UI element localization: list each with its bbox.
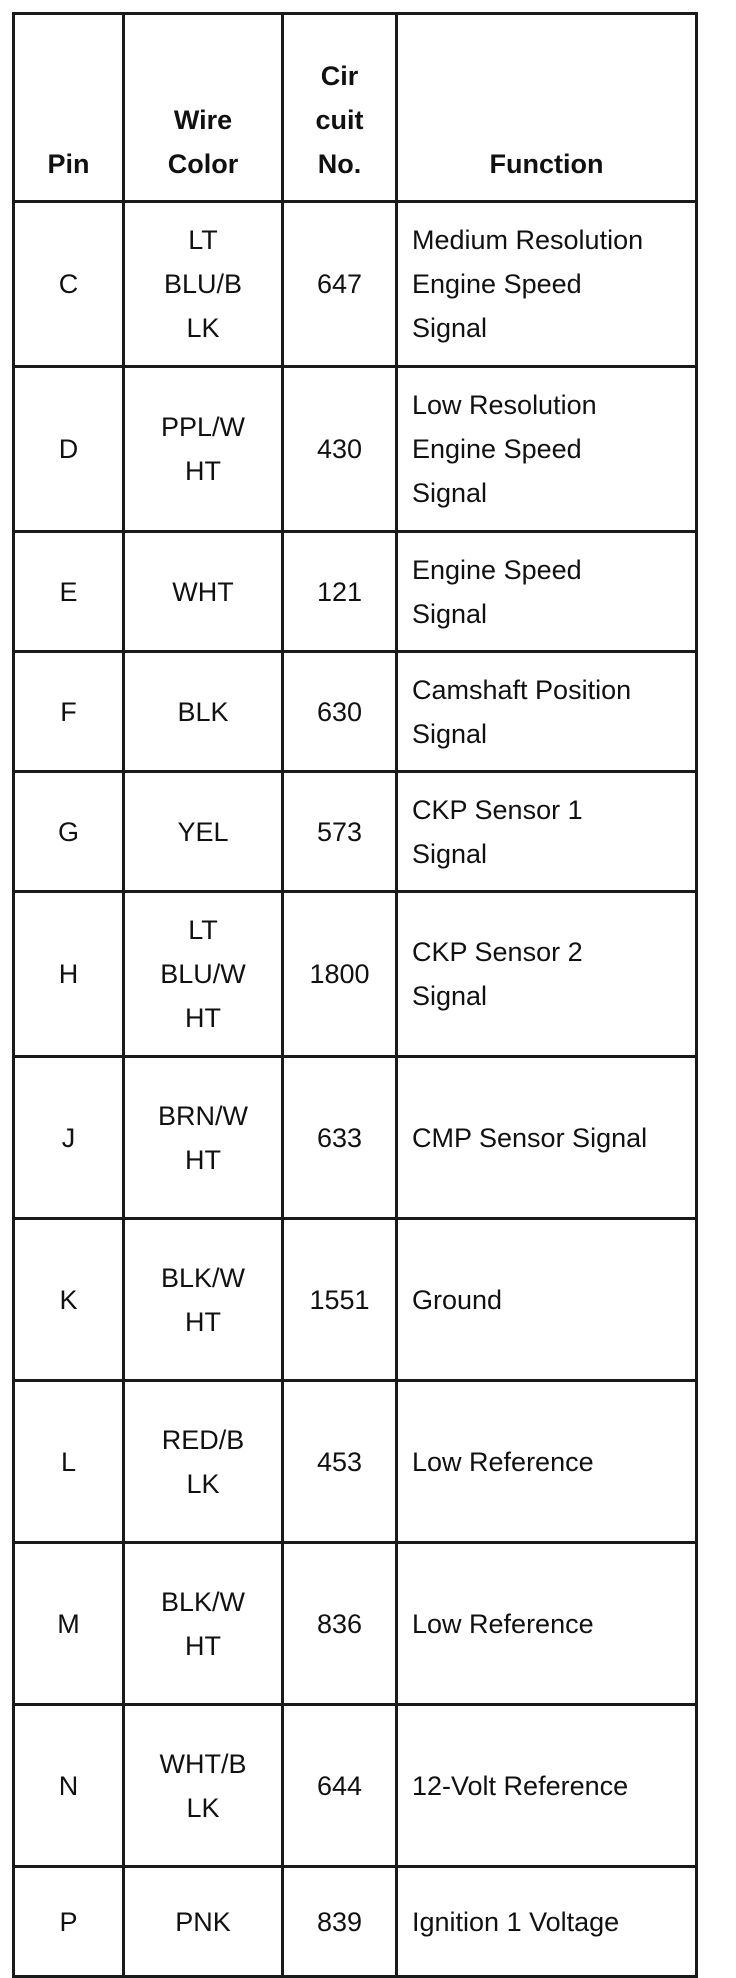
function-cell bbox=[397, 1381, 697, 1543]
wire-color-cell bbox=[124, 202, 283, 367]
wire-color-cell bbox=[124, 1057, 283, 1219]
pin-cell bbox=[14, 1543, 124, 1705]
pin-text: F bbox=[60, 696, 77, 727]
pin-text: J bbox=[61, 1122, 76, 1153]
wire-color-text: PNK bbox=[175, 1906, 231, 1937]
wire-color-text: BLK bbox=[177, 696, 229, 727]
circuit-no-text: 839 bbox=[316, 1906, 363, 1937]
function-cell bbox=[397, 892, 697, 1057]
wire-color-text: PPL/W HT bbox=[160, 412, 246, 486]
table-row bbox=[14, 1867, 697, 1977]
function-text: Low Reference bbox=[412, 1608, 594, 1639]
pin-cell bbox=[14, 1057, 124, 1219]
wire-color-cell bbox=[124, 1705, 283, 1867]
wire-color-cell bbox=[124, 532, 283, 652]
table-row bbox=[14, 652, 697, 772]
pin-cell bbox=[14, 532, 124, 652]
function-cell bbox=[397, 532, 697, 652]
table-row bbox=[14, 532, 697, 652]
function-cell bbox=[397, 1543, 697, 1705]
table-row bbox=[14, 1381, 697, 1543]
circuit-no-text: 1800 bbox=[309, 959, 370, 989]
header-wire-color: Wire Color bbox=[124, 14, 283, 202]
connector-pinout-table bbox=[12, 12, 698, 1978]
wire-color-text: YEL bbox=[177, 816, 229, 847]
function-text: Ground bbox=[412, 1284, 503, 1315]
wire-color-cell bbox=[124, 1867, 283, 1977]
pin-text: E bbox=[59, 576, 78, 607]
table-row bbox=[14, 1057, 697, 1219]
wire-color-text: LT BLU/W HT bbox=[160, 915, 246, 1033]
circuit-no-text: 121 bbox=[316, 576, 363, 607]
pin-cell bbox=[14, 1219, 124, 1381]
function-text: Medium Resolution Engine Speed Signal bbox=[412, 225, 644, 343]
pin-text: H bbox=[58, 959, 79, 989]
function-cell bbox=[397, 652, 697, 772]
circuit-no-text: 430 bbox=[316, 434, 363, 464]
pin-cell bbox=[14, 652, 124, 772]
function-cell bbox=[397, 772, 697, 892]
circuit-no-cell bbox=[283, 367, 397, 532]
wire-color-text: WHT/B LK bbox=[159, 1748, 247, 1823]
wire-color-cell bbox=[124, 1381, 283, 1543]
function-cell bbox=[397, 202, 697, 367]
wire-color-text: LT BLU/B LK bbox=[163, 225, 243, 343]
pin-text: P bbox=[59, 1906, 78, 1937]
pin-cell bbox=[14, 1381, 124, 1543]
header-row bbox=[14, 14, 697, 202]
function-cell bbox=[397, 1057, 697, 1219]
header-circuit-no: Cir cuit No. bbox=[283, 14, 397, 202]
table-row bbox=[14, 1543, 697, 1705]
wire-color-cell bbox=[124, 892, 283, 1057]
pin-cell bbox=[14, 772, 124, 892]
circuit-no-text: 836 bbox=[316, 1608, 363, 1639]
circuit-no-cell bbox=[283, 1057, 397, 1219]
header-pin: Pin bbox=[14, 14, 124, 202]
circuit-no-cell bbox=[283, 1219, 397, 1381]
circuit-no-cell bbox=[283, 772, 397, 892]
pin-text: G bbox=[57, 816, 79, 847]
table-row bbox=[14, 1705, 697, 1867]
circuit-no-text: 644 bbox=[316, 1770, 363, 1801]
function-text: CKP Sensor 2 Signal bbox=[412, 937, 583, 1011]
pin-text: L bbox=[60, 1446, 77, 1477]
wire-color-text: RED/B LK bbox=[161, 1424, 245, 1499]
circuit-no-cell bbox=[283, 652, 397, 772]
pin-text: N bbox=[58, 1770, 79, 1801]
pin-text: D bbox=[58, 434, 79, 464]
function-cell bbox=[397, 1867, 697, 1977]
wire-color-text: BRN/W HT bbox=[158, 1100, 248, 1175]
pin-cell bbox=[14, 202, 124, 367]
circuit-no-text: 647 bbox=[316, 269, 363, 299]
function-cell bbox=[397, 367, 697, 532]
circuit-no-cell bbox=[283, 892, 397, 1057]
function-text: Low Reference bbox=[412, 1446, 594, 1477]
table-row bbox=[14, 202, 697, 367]
function-text: CKP Sensor 1 Signal bbox=[412, 794, 583, 869]
function-text: Low Resolution Engine Speed Signal bbox=[412, 390, 597, 508]
pin-cell bbox=[14, 892, 124, 1057]
function-text: Camshaft Position Signal bbox=[412, 674, 632, 749]
wire-color-cell bbox=[124, 1219, 283, 1381]
circuit-no-text: 630 bbox=[316, 696, 363, 727]
circuit-no-cell bbox=[283, 1543, 397, 1705]
table-row bbox=[14, 892, 697, 1057]
circuit-no-cell bbox=[283, 1381, 397, 1543]
function-text: Ignition 1 Voltage bbox=[412, 1906, 620, 1937]
table-row bbox=[14, 367, 697, 532]
circuit-no-text: 1551 bbox=[309, 1284, 370, 1315]
wire-color-text: BLK/W HT bbox=[160, 1586, 246, 1661]
table-row bbox=[14, 1219, 697, 1381]
function-text: CMP Sensor Signal bbox=[412, 1122, 648, 1153]
circuit-no-cell bbox=[283, 532, 397, 652]
wire-color-cell bbox=[124, 652, 283, 772]
pin-text: K bbox=[59, 1284, 78, 1315]
pin-cell bbox=[14, 367, 124, 532]
wire-color-cell bbox=[124, 772, 283, 892]
circuit-no-cell bbox=[283, 202, 397, 367]
function-text: 12-Volt Reference bbox=[412, 1770, 629, 1801]
circuit-no-text: 633 bbox=[316, 1122, 363, 1153]
function-cell bbox=[397, 1705, 697, 1867]
header-function: Function bbox=[397, 14, 697, 202]
pin-cell bbox=[14, 1705, 124, 1867]
wire-color-text: WHT bbox=[172, 576, 234, 607]
circuit-no-text: 453 bbox=[316, 1446, 363, 1477]
pin-text: C bbox=[58, 269, 79, 299]
function-text: Engine Speed Signal bbox=[412, 554, 582, 629]
function-cell bbox=[397, 1219, 697, 1381]
circuit-no-cell bbox=[283, 1705, 397, 1867]
pin-text: M bbox=[57, 1608, 80, 1639]
wire-color-cell bbox=[124, 1543, 283, 1705]
pin-cell bbox=[14, 1867, 124, 1977]
table-row bbox=[14, 772, 697, 892]
circuit-no-cell bbox=[283, 1867, 397, 1977]
wire-color-cell bbox=[124, 367, 283, 532]
circuit-no-text: 573 bbox=[316, 816, 363, 847]
wire-color-text: BLK/W HT bbox=[160, 1262, 246, 1337]
